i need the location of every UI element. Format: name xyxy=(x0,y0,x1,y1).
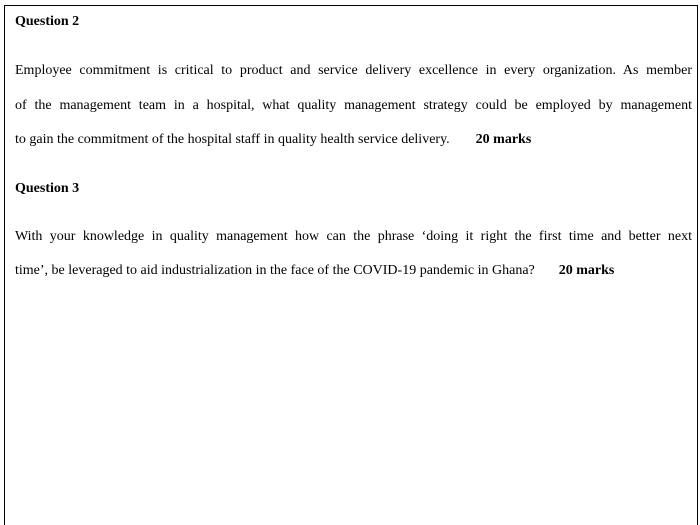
question-3-line-2-text: time’, be leveraged to aid industrialization in the face of the COVID-19 pandemic in Ghana? xyxy=(15,263,535,278)
question-3-marks: 20 marks xyxy=(558,263,615,278)
question-2-marks: 20 marks xyxy=(475,132,532,147)
question-2-heading: Question 2 xyxy=(15,14,80,29)
question-2-line-3 xyxy=(15,131,692,149)
question-3-line-2 xyxy=(15,262,692,280)
question-3-line-1: With your knowledge in quality management how can the phrase ‘doing it right the first time and better next xyxy=(15,229,692,244)
question-3-heading: Question 3 xyxy=(15,181,80,196)
question-2-line-1: Employee commitment is critical to product and service delivery excellence in every organization. As member xyxy=(15,63,692,78)
question-2-line-3-text: to gain the commitment of the hospital staff in quality health service delivery. xyxy=(15,132,450,147)
question-2-line-2: of the management team in a hospital, what quality management strategy could be employed by management xyxy=(15,98,692,113)
